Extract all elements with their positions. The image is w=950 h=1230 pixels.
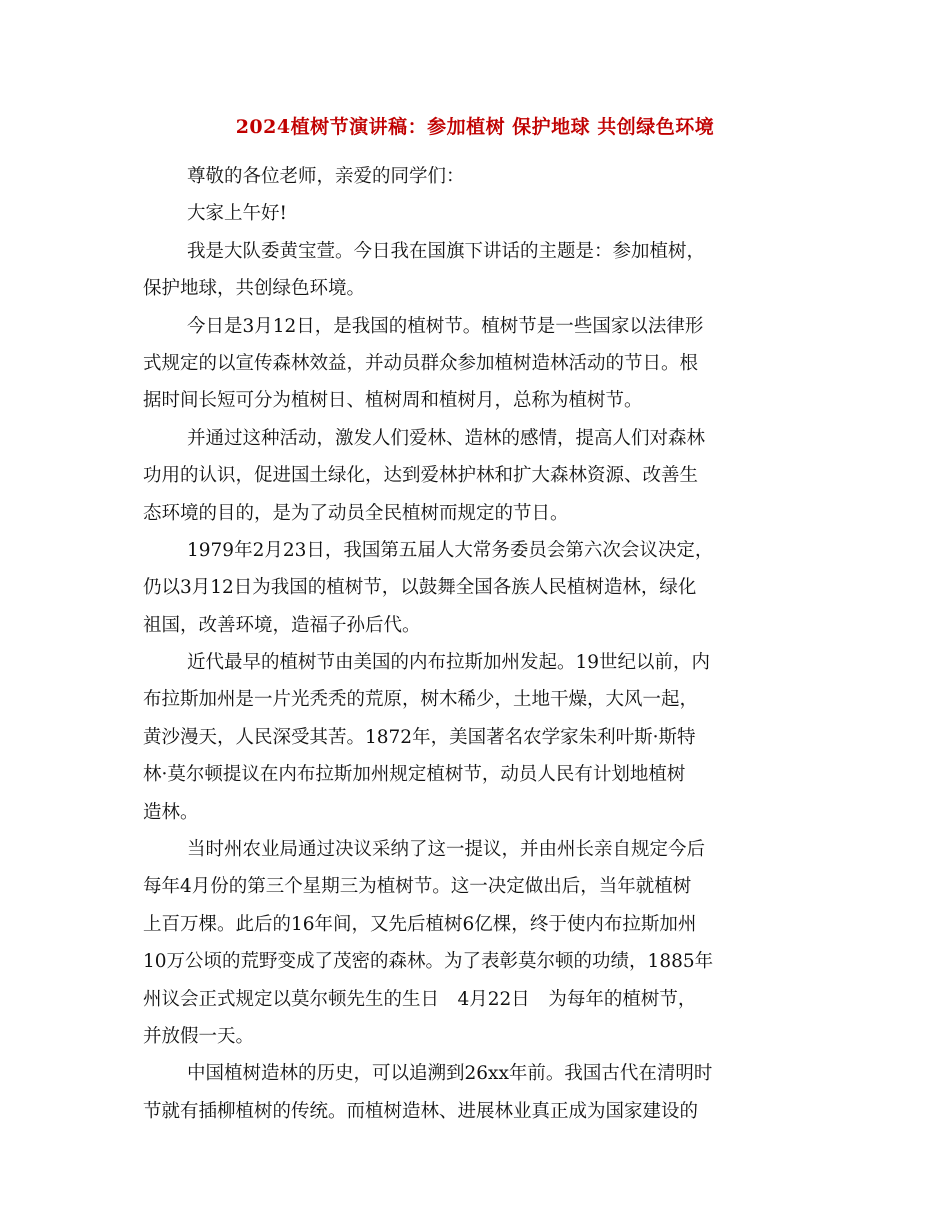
document-title: 2024植树节演讲稿：参加植树 保护地球 共创绿色环境 (235, 116, 715, 138)
text-line: 我是大队委黄宝萱。今日我在国旗下讲话的主题是：参加植树， (187, 240, 706, 262)
text-line: 今日是3月12日，是我国的植树节。植树节是一些国家以法律形 (187, 315, 704, 337)
text-line: 据时间长短可分为植树日、植树周和植树月，总称为植树节。 (143, 390, 643, 412)
text-line: 式规定的以宣传森林效益，并动员群众参加植树造林活动的节日。根 (143, 352, 699, 374)
text-line: 尊敬的各位老师，亲爱的同学们： (187, 166, 465, 187)
text-line: 态环境的目的，是为了动员全民植树而规定的节日。 (143, 502, 569, 524)
text-line: 布拉斯加州是一片光秃秃的荒原，树木稀少，土地干燥，大风一起， (143, 689, 699, 711)
text-line: 1979年2月23日，我国第五届人大常务委员会第六次会议决定， (187, 539, 714, 561)
text-line: 祖国，改善环境，造福子孙后代。 (143, 614, 421, 636)
text-line: 仍以3月12日为我国的植树节，以鼓舞全国各族人民植树造林，绿化 (143, 577, 697, 599)
text-line: 州议会正式规定以莫尔顿先生的生日 4月22日 为每年的植树节， (143, 988, 697, 1010)
text-line: 中国植树造林的历史，可以追溯到26xx年前。我国古代在清明时 (187, 1063, 713, 1085)
text-line: 大家上午好! (187, 203, 287, 225)
text-line: 功用的认识，促进国土绿化，达到爱林护林和扩大森林资源、改善生 (143, 465, 699, 487)
text-line: 10万公顷的荒野变成了茂密的森林。为了表彰莫尔顿的功绩，1885年 (143, 951, 714, 973)
text-line: 并通过这种活动，激发人们爱林、造林的感情，提高人们对森林 (187, 427, 706, 449)
text-line: 造林。 (143, 801, 199, 823)
text-line: 上百万棵。此后的16年间，又先后植树6亿棵，终于使内布拉斯加州 (143, 913, 697, 935)
text-line: 黄沙漫天，人民深受其苦。1872年，美国著名农学家朱利叶斯·斯特 (143, 726, 696, 748)
document-body (143, 158, 807, 1130)
text-line: 当时州农业局通过决议采纳了这一提议，并由州长亲自规定今后 (187, 839, 706, 861)
text-line: 保护地球，共创绿色环境。 (143, 278, 366, 300)
text-line: 林·莫尔顿提议在内布拉斯加州规定植树节，动员人民有计划地植树 (143, 764, 686, 786)
text-line: 节就有插柳植树的传统。而植树造林、进展林业真正成为国家建设的 (143, 1100, 699, 1122)
text-line: 每年4月份的第三个星期三为植树节。这一决定做出后，当年就植树 (143, 876, 692, 898)
text-line: 近代最早的植树节由美国的内布拉斯加州发起。19世纪以前，内 (187, 652, 711, 674)
text-line: 并放假一天。 (143, 1025, 255, 1047)
